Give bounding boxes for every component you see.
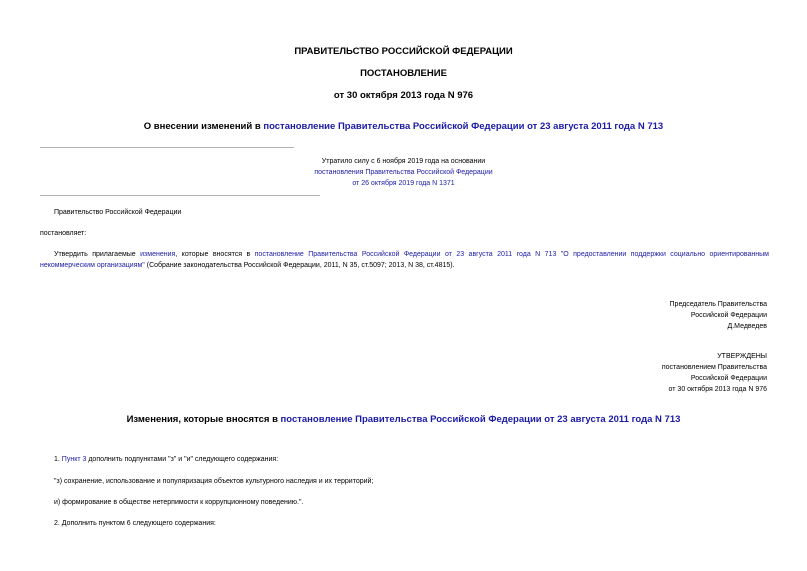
approve-text-a: Утвердить прилагаемые [54,251,141,258]
approve-text-c: (Собрание законодательства Российской Федерации, 2011, N 35, ст.5097; 2013, N 38, ст.4815). [144,262,455,269]
change-item-2: 2. Дополнить пунктом 6 следующего содержания: [54,520,216,527]
change-item-1 [54,454,278,465]
approved-by: постановлением Правительства [661,364,767,371]
approved-heading: УТВЕРЖДЕНЫ [717,353,767,360]
change-item-1-link[interactable]: Пункт 3 [61,456,87,463]
approve-link-changes[interactable]: изменения [140,251,176,258]
status-note-link-act[interactable]: постановления Правительства Российской Федерации [314,169,493,176]
title-amended-act-link[interactable]: постановление Правительства Российской Федерации от 23 августа 2011 года N 713 [263,121,664,132]
change-item-1-i: и) формирование в обществе нетерпимости к коррупционному поведению.". [54,499,304,506]
paragraph-resolves: постановляет: [40,230,87,237]
approve-link-act[interactable]: постановление Правительства Российской Федерации от 23 августа 2011 года N 713 "О предоставлении поддержки социально ориентированным некоммерческим организациям" [40,251,769,269]
status-note-link-date[interactable]: от 26 октября 2019 года N 1371 [352,180,455,187]
divider-bottom [40,195,320,196]
signature-country: Российской Федерации [690,312,767,319]
change-item-1-num: 1. [54,456,62,463]
government-heading: ПРАВИТЕЛЬСТВО РОССИЙСКОЙ ФЕДЕРАЦИИ [294,46,513,57]
approve-text-b: , которые вносятся в [175,251,255,258]
signature-position: Председатель Правительства [669,301,767,308]
changes-title-prefix: Изменения, которые вносятся в [126,414,281,425]
approved-country: Российской Федерации [690,375,767,382]
change-item-1-text: дополнить подпунктами "з" и "и" следующего содержания: [86,456,279,463]
divider-top [40,147,294,148]
title-prefix: О внесении изменений в [143,121,264,132]
document-title [0,121,807,132]
paragraph-approve [40,249,769,271]
document-date-number: от 30 октября 2013 года N 976 [333,90,474,101]
paragraph-government: Правительство Российской Федерации [54,209,182,216]
status-note-line1: Утратило силу с 6 ноября 2019 года на основании [321,158,486,165]
approved-date: от 30 октября 2013 года N 976 [668,386,767,393]
changes-title [0,414,807,425]
signature-name: Д.Медведев [727,323,767,330]
document-type: ПОСТАНОВЛЕНИЕ [360,68,447,79]
changes-title-link[interactable]: постановление Правительства Российской Федерации от 23 августа 2011 года N 713 [280,414,681,425]
change-item-1-z: "з) сохранение, использование и популяризация объектов культурного наследия и их территорий; [54,478,374,485]
